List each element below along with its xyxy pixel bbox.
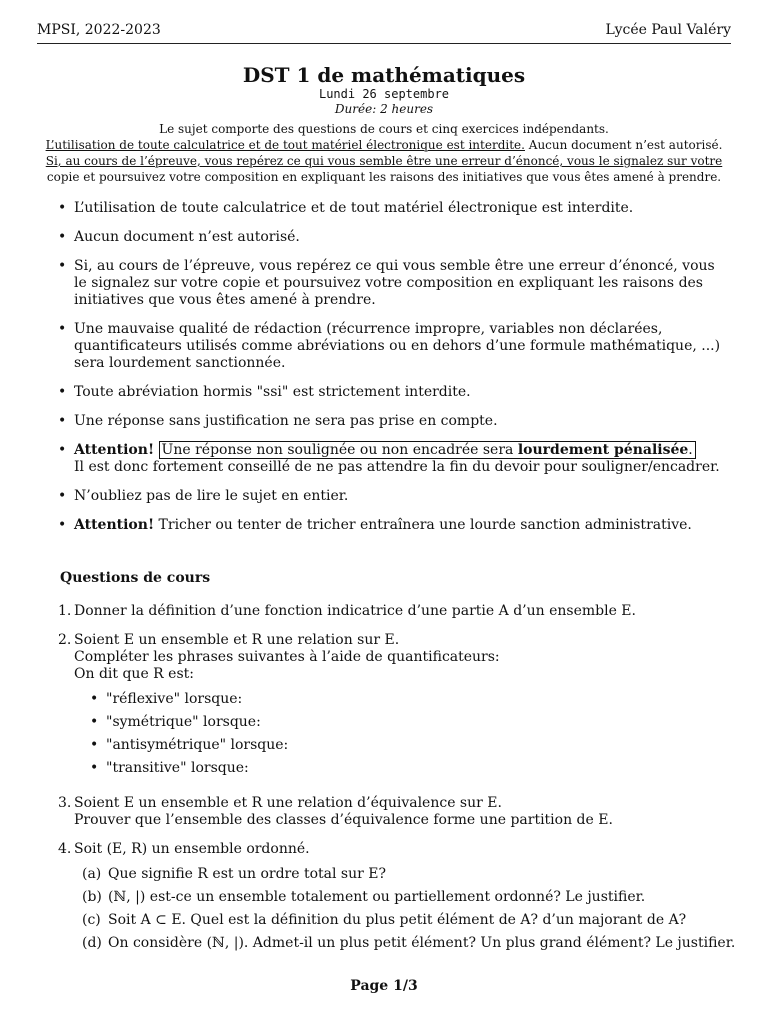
boxed-bold-text: lourdement pénalisée	[517, 442, 689, 458]
rule-item: • Toute abréviation hormis "ssi" est strictement interdite.	[58, 384, 730, 401]
question-line: Compléter les phrases suivantes à l’aide de quantificateurs:	[74, 649, 500, 665]
header-class: MPSI, 2022-2023	[37, 22, 161, 38]
header-school: Lycée Paul Valéry	[605, 22, 731, 38]
question-number: 2.	[58, 632, 72, 648]
rule-item: • Une mauvaise qualité de rédaction (récurrence impropre, variables non déclarées, quantificateurs utilisés comme abréviations ou en dehors d’une formule mathématique, ...) sera lourdement sanctionnée.	[58, 321, 730, 372]
intro-line-1: Le sujet comporte des questions de cours et cinq exercices indépendants.	[159, 122, 609, 136]
question-number: 1.	[58, 603, 72, 619]
page-header	[37, 22, 731, 38]
subquestion-c: (c) Soit A ⊂ E. Quel est la définition du plus petit élément de A? d’un majorant de A?	[82, 912, 687, 928]
property-list	[90, 691, 500, 777]
property-item: • "réflexive" lorsque:	[90, 691, 500, 708]
attention-text: Tricher ou tenter de tricher entraînera une lourde sanction administrative.	[154, 517, 692, 533]
boxed-warning	[159, 441, 696, 459]
question-line: Prouver que l’ensemble des classes d’équivalence forme une partition de E.	[74, 812, 613, 828]
boxed-period: .	[688, 442, 693, 458]
attention-item-1	[58, 442, 730, 476]
question-number: 3.	[58, 795, 72, 811]
question-4	[58, 841, 738, 958]
question-line: Soient E un ensemble et R une relation d’équivalence sur E.	[74, 795, 502, 811]
question-line: On dit que R est:	[74, 666, 194, 682]
subquestion-a: (a) Que signifie R est un ordre total sur E?	[82, 866, 386, 882]
property-item: • "transitive" lorsque:	[90, 760, 500, 777]
intro-line-2	[0, 137, 768, 153]
rule-item: • Une réponse sans justification ne sera pas prise en compte.	[58, 413, 730, 430]
question-line: Soient E un ensemble et R une relation sur E.	[74, 632, 400, 648]
header-rule	[37, 43, 731, 44]
rule-item: • Aucun document n’est autorisé.	[58, 229, 730, 246]
intro-underlined: L’utilisation de toute calculatrice et de tout matériel électronique est interdite.	[45, 138, 525, 152]
property-item: • "symétrique" lorsque:	[90, 714, 500, 731]
section-title: Questions de cours	[60, 570, 211, 586]
rule-item: • L’utilisation de toute calculatrice et de tout matériel électronique est interdite.	[58, 200, 730, 217]
boxed-text: Une réponse non soulignée ou non encadrée sera	[161, 442, 518, 458]
intro-block	[0, 121, 768, 185]
attention-advice: Il est donc fortement conseillé de ne pas attendre la fin du devoir pour souligner/encadrer.	[74, 459, 720, 475]
intro-line-2-rest: Aucun document n’est autorisé.	[524, 138, 723, 152]
subquestion-b: (b) (ℕ, |) est-ce un ensemble totalement ou partiellement ordonné? Le justifier.	[82, 889, 646, 905]
exam-date: Lundi 26 septembre	[318, 87, 450, 101]
question-3	[58, 795, 738, 829]
question-2	[58, 632, 738, 783]
rules-list	[58, 200, 730, 546]
attention-label: Attention!	[74, 517, 155, 533]
page-number: Page 1/3	[350, 978, 418, 994]
question-line: Soit (E, R) un ensemble ordonné.	[74, 841, 310, 857]
question-text: Donner la définition d’une fonction indicatrice d’une partie A d’un ensemble E.	[74, 603, 636, 619]
exam-duration: Durée: 2 heures	[334, 102, 434, 116]
intro-line-3: Si, au cours de l’épreuve, vous repérez ce qui vous semble être une erreur d’énoncé, vous le signalez sur votre	[45, 154, 723, 168]
rule-item: • N’oubliez pas de lire le sujet en entier.	[58, 488, 730, 505]
page-title: DST 1 de mathématiques	[242, 63, 526, 87]
questions-list	[58, 603, 738, 970]
question-1	[58, 603, 738, 620]
question-number: 4.	[58, 841, 72, 857]
attention-label: Attention!	[74, 442, 155, 458]
property-item: • "antisymétrique" lorsque:	[90, 737, 500, 754]
intro-line-4: copie et poursuivez votre composition en expliquant les raisons des initiatives que vous êtes amené à prendre.	[46, 170, 722, 184]
rule-item: • Si, au cours de l’épreuve, vous repérez ce qui vous semble être une erreur d’énoncé, vous le signalez sur votre copie et poursuivez votre composition en expliquant les raisons des initiatives que vous êtes amené à prendre.	[58, 258, 730, 309]
attention-item-2	[58, 517, 730, 534]
subquestion-list	[82, 866, 735, 952]
subquestion-d: (d) On considère (ℕ, |). Admet-il un plus petit élément? Un plus grand élément? Le justifier.	[82, 935, 736, 951]
